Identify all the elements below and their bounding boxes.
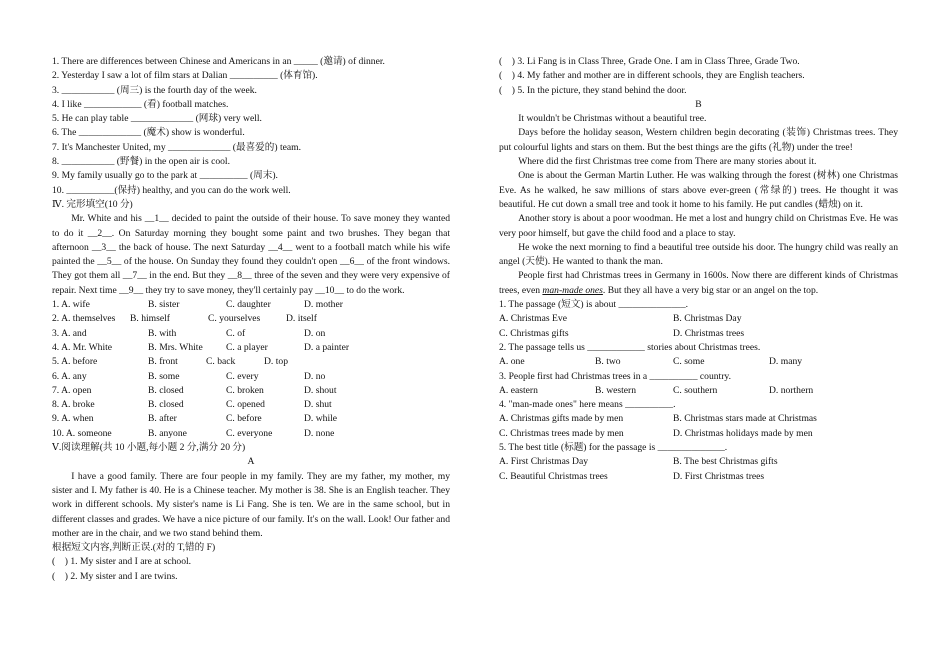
vocab-item: 8. ___________ (野餐) in the open air is cool. [52, 156, 230, 168]
question-options: C. Beautiful Christmas trees D. First Christmas trees [499, 470, 765, 482]
tf-item: ( ) 1. My sister and I are at school. [52, 556, 192, 568]
question-options: C. Christmas gifts D. Christmas trees [499, 327, 745, 339]
vocab-item: 3. ___________ (周三) is the fourth day of the week. [52, 84, 257, 96]
cloze-passage: Mr. White and his __1__ decided to paint the outside of their house. To save money they wanted to do it __2__. On Saturday morning they bought some paint and two brushes. They began that afternoon __3__ the back of house. The next Saturday __4__ went to a football match while his wife painted the __5__ of the house. On Sunday they found they couldn't open __6__ of the front windows. They got them all __7__ in the end. But they __8__ three of the seven and they were very expensive of repair. Next time __9__ they try to save money, they'll certainly pay __10__ to do the work. [52, 213, 450, 296]
vocab-item: 1. There are differences between Chinese and Americans in an _____ (邀请) of dinner. [52, 56, 385, 67]
question-stem: 3. People first had Christmas trees in a __________ country. [499, 370, 731, 382]
vocab-item: 10. __________(保持) healthy, and you can do the work well. [52, 184, 291, 196]
tf-item: ( ) 5. In the picture, they stand behind the door. [499, 84, 687, 96]
vocab-item: 4. I like ____________ (看) football matches. [52, 98, 229, 110]
passage-b-paragraph: Days before the holiday season, Western children begin decorating (装饰) Christmas trees. They put colourful lights and stars on them. But the best things are the gifts (礼物) under the tree! [499, 127, 898, 153]
cloze-question: 8. A. broke B. closed C. opened D. shut [52, 399, 332, 411]
passage-b-paragraph: It wouldn't be Christmas without a beautiful tree. [518, 113, 707, 125]
question-options: C. Christmas trees made by men D. Christmas holidays made by men [499, 427, 813, 439]
cloze-question: 4. A. Mr. White B. Mrs. White C. a player D. a painter [52, 341, 350, 353]
cloze-question: 9. A. when B. after C. before D. while [52, 413, 338, 425]
cloze-questions [52, 298, 450, 441]
reading-b-questions [499, 298, 898, 484]
cloze-heading: Ⅳ. 完形填空(10 分) [52, 198, 133, 210]
question-options: A. Christmas Eve B. Christmas Day [499, 313, 742, 325]
vocab-item: 9. My family usually go to the park at __________ (周末). [52, 170, 278, 182]
vocab-section [52, 55, 450, 198]
tf-item: ( ) 4. My father and mother are in different schools, they are English teachers. [499, 70, 805, 82]
passage-a-text: I have a good family. There are four people in my family. They are my father, my mother, my sister and I. My father is 40. He is a Chinese teacher. My mother is 38. She is an English teacher. They work in different schools. My sister's name is Li Fang. She is ten. We are in the same school, but in different classes and grades. We have a nice picture of our family. It's on the wall. Look! Our father and mother are in the chair, and we two stand behind them. [52, 470, 450, 539]
question-options: A. eastern B. western C. southern D. northern [499, 384, 814, 396]
vocab-item: 2. Yesterday I saw a lot of film stars at Dalian __________ (体育馆). [52, 70, 318, 82]
cloze-question: 2. A. themselves B. himself C. yourselves D. itself [52, 313, 317, 325]
passage-b-paragraph: He woke the next morning to find a beautiful tree outside his door. The hungry child was really an angel (天使). He wanted to thank the man. [499, 241, 898, 268]
tf-instruction: 根据短文内容,判断正误.(对的 T,错的 F) [52, 542, 216, 554]
question-stem: 4. "man-made ones" here means __________. [499, 399, 676, 411]
question-stem: 5. The best title (标题) for the passage is ______________. [499, 442, 728, 454]
cloze-question: 5. A. before B. front C. back D. top [52, 356, 288, 368]
vocab-item: 5. He can play table _____________ (网球) very well. [52, 113, 262, 125]
question-options: A. one B. two C. some D. many [499, 356, 803, 368]
reading-heading: Ⅴ.阅读理解(共 10 小题,每小题 2 分,满分 20 分) [52, 442, 246, 454]
passage-b-paragraph: Where did the first Christmas tree come from There are many stories about it. [518, 156, 817, 168]
vocab-item: 7. It's Manchester United, my _____________ (最喜爱的) team. [52, 141, 301, 153]
question-options: A. Christmas gifts made by men B. Christmas stars made at Christmas [499, 413, 817, 425]
question-stem: 1. The passage (短文) is about ______________. [499, 299, 689, 311]
tf-item: ( ) 2. My sister and I are twins. [52, 570, 178, 582]
question-stem: 2. The passage tells us ____________ stories about Christmas trees. [499, 341, 761, 353]
passage-a-label: A [247, 456, 255, 468]
cloze-question: 7. A. open B. closed C. broken D. shout [52, 384, 337, 396]
tf-item: ( ) 3. Li Fang is in Class Three, Grade One. I am in Class Three, Grade Two. [499, 56, 800, 67]
passage-b-paragraph: People first had Christmas trees in Germany in 1600s. Now there are different kinds of Christmas trees, even man-made ones. But they all have a very big star or an angel on the top. [499, 270, 898, 296]
cloze-question: 3. A. and B. with C. of D. on [52, 327, 326, 339]
cloze-question: 6. A. any B. some C. every D. no [52, 370, 326, 382]
left-column [52, 55, 450, 584]
passage-b-paragraph: One is about the German Martin Luther. He was walking through the forest (树林) one Christmas Eve. As he walked, he saw millions of stars above ever-green (常绿的) trees. He thought it was beautiful. He cut down a small tree and took it home to his family. He put candles (蜡烛) on it. [499, 170, 898, 210]
passage-b-paragraph: Another story is about a poor woodman. He met a lost and hungry child on Christmas Eve. He was very poor himself, but gave the child food and a place to stay. [499, 213, 898, 239]
man-made-term: man-made ones [542, 284, 603, 296]
right-column [499, 55, 898, 484]
vocab-item: 6. The _____________ (魔术) show is wonderful. [52, 127, 245, 139]
cloze-question: 10. A. someone B. anyone C. everyone D. none [52, 427, 335, 439]
passage-b-label: B [695, 98, 702, 110]
question-options: A. First Christmas Day B. The best Christmas gifts [499, 456, 778, 468]
cloze-question: 1. A. wife B. sister C. daughter D. mother [52, 299, 343, 311]
